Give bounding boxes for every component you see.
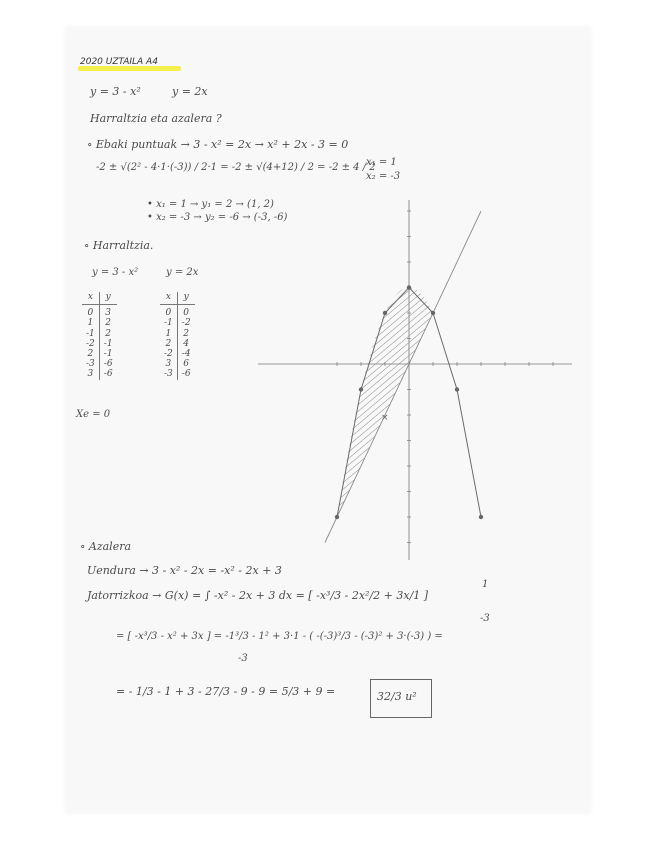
- table-row: 2 4: [160, 339, 195, 349]
- origin-cross-mark: ×: [381, 413, 389, 423]
- quadratic-formula: -2 ± √(2² - 4·1·(-3)) / 2·1 = -2 ± √(4+12) / 2 = -2 ± 4 / 2: [96, 162, 376, 173]
- function-2: y = 2x: [172, 85, 208, 98]
- table-row: -3 -6: [82, 359, 117, 369]
- lower-limit-2: -3: [238, 653, 248, 664]
- table-row: 2 -1: [82, 349, 117, 359]
- cut-points-heading: ∘ Ebaki puntuak → 3 - x² = 2x → x² + 2x - 3 = 0: [87, 138, 349, 151]
- table-row: 1 2: [160, 329, 195, 339]
- parabola-point: [479, 515, 483, 519]
- table-row: -2 -1: [82, 339, 117, 349]
- result: 32/3 u²: [377, 690, 417, 703]
- parabola-point: [383, 311, 387, 315]
- question: Harraltzia eta azalera ?: [90, 112, 222, 125]
- table-row: 0 3: [82, 305, 117, 319]
- root-2: x₂ = -3: [366, 171, 401, 182]
- value-table-parabola: x y 0 3 1 2 -1 2 -2 -1 2 -1 -3 -6 3 -6: [82, 292, 117, 380]
- parabola-point: [407, 285, 411, 289]
- parabola-point: [431, 311, 435, 315]
- antiderivative-line: Jatorrizkoa → G(x) = ∫ -x² - 2x + 3 dx = [ -x³/3 - 2x²/2 + 3x/1 ]: [87, 589, 429, 602]
- function-1: y = 3 - x²: [90, 85, 141, 98]
- table-row: 0 0: [160, 305, 195, 319]
- upper-limit-1: 1: [482, 579, 489, 590]
- point-1: • x₁ = 1 → y₁ = 2 → (1, 2): [147, 199, 274, 210]
- page-title: 2020 UZTAILA A4: [80, 57, 158, 67]
- table-row: 3 -6: [82, 369, 117, 379]
- lower-limit-1: -3: [480, 613, 490, 624]
- xe-note: Xe = 0: [76, 409, 111, 420]
- final-line: = - 1/3 - 1 + 3 - 27/3 - 9 - 9 = 5/3 + 9 =: [116, 685, 336, 698]
- evaluation-line: = [ -x³/3 - x² + 3x ] = -1³/3 - 1² + 3·1 - ( -(-3)³/3 - (-3)² + 3·(-3) ) =: [116, 631, 443, 642]
- parabola-point: [455, 387, 459, 391]
- table-row: -3 -6: [160, 369, 195, 379]
- shaded-area: [337, 288, 433, 518]
- line-y-2x: [325, 211, 481, 543]
- table-left-title: y = 3 - x²: [92, 267, 139, 278]
- value-table-line: x y 0 0 -1 -2 1 2 2 4 -2 -4 3 6 -3 -6: [160, 292, 195, 380]
- parabola-point: [335, 515, 339, 519]
- table-row: 3 6: [160, 359, 195, 369]
- root-1: x₁ = 1: [366, 157, 397, 168]
- parabola-point: [359, 387, 363, 391]
- point-2: • x₂ = -3 → y₂ = -6 → (-3, -6): [147, 212, 288, 223]
- graph-heading: ∘ Harraltzia.: [84, 239, 154, 252]
- table-row: -1 2: [82, 329, 117, 339]
- table-row: -1 -2: [160, 318, 195, 328]
- area-heading: ∘ Azalera: [80, 540, 132, 553]
- table-row: -2 -4: [160, 349, 195, 359]
- table-right-title: y = 2x: [166, 267, 199, 278]
- difference-line: Uendura → 3 - x² - 2x = -x² - 2x + 3: [87, 564, 282, 577]
- table-row: 1 2: [82, 318, 117, 328]
